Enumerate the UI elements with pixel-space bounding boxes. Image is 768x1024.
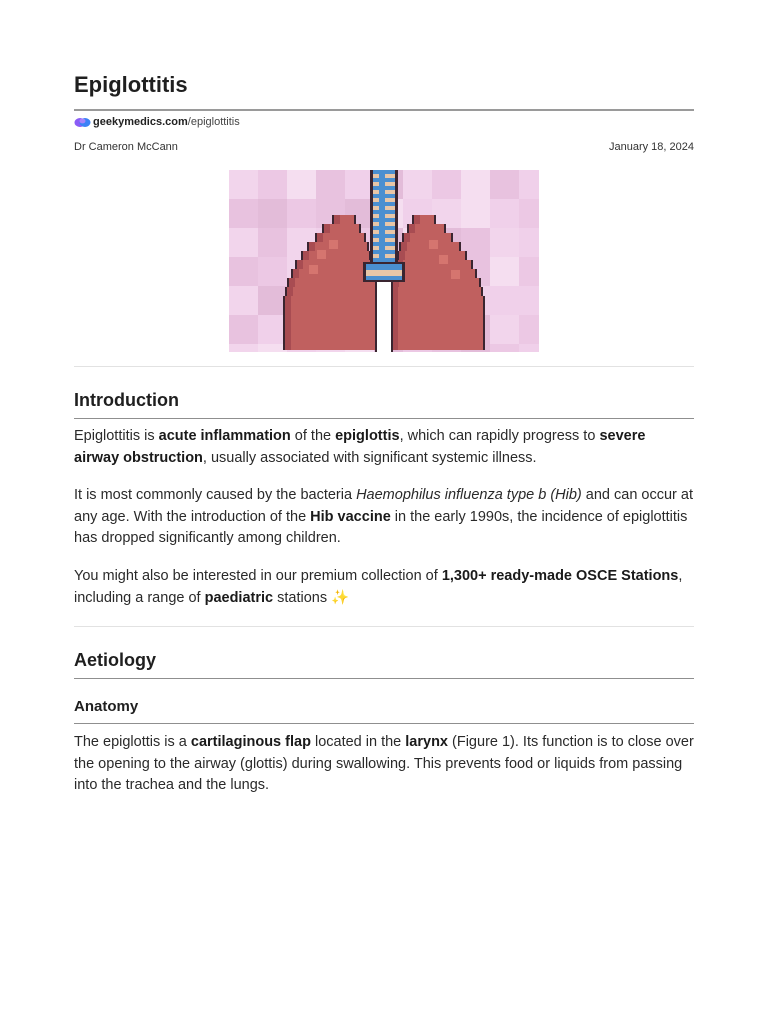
source-domain[interactable]: geekymedics.com [93,116,188,128]
intro-paragraph-3: You might also be interested in our premium collection of 1,300+ ready-made OSCE Stations, including a range of paediatric stations ✨ [74,568,683,606]
brain-logo-icon [74,117,91,128]
divider [74,366,694,367]
author: Dr Cameron McCann [74,141,178,153]
section-heading-introduction: Introduction [74,388,694,419]
intro-paragraph-2: It is most commonly caused by the bacteria Haemophilus influenza type b (Hib) and can occur at any age. With the introduction of the Hib vaccine in the early 1990s, the incidence of epiglottitis has dropped significantly among children. [74,487,693,546]
section-heading-aetiology: Aetiology [74,648,694,679]
sparkles-icon: ✨ [331,589,350,606]
lungs-trachea-pixel-art [229,170,539,352]
article-meta [74,140,694,154]
anatomy-paragraph-1: The epiglottis is a cartilaginous flap located in the larynx (Figure 1). Its function is to close over the opening to the airway (glottis) during swallowing. This prevents food or liquids from passing into the trachea and the lungs. [74,734,694,793]
source-path[interactable]: /epiglottitis [187,116,240,128]
source-link[interactable] [74,115,240,129]
hero-image [229,170,539,352]
osce-stations-link[interactable]: 1,300+ ready-made OSCE Stations [441,568,679,584]
publish-date: January 18, 2024 [608,141,694,153]
subsection-heading-anatomy: Anatomy [74,697,694,724]
page-title: Epiglottitis [74,70,694,111]
divider [74,626,694,627]
intro-paragraph-1: Epiglottitis is acute inflammation of the epiglottis, which can rapidly progress to severe airway obstruction, usually associated with significant systemic illness. [74,428,646,466]
